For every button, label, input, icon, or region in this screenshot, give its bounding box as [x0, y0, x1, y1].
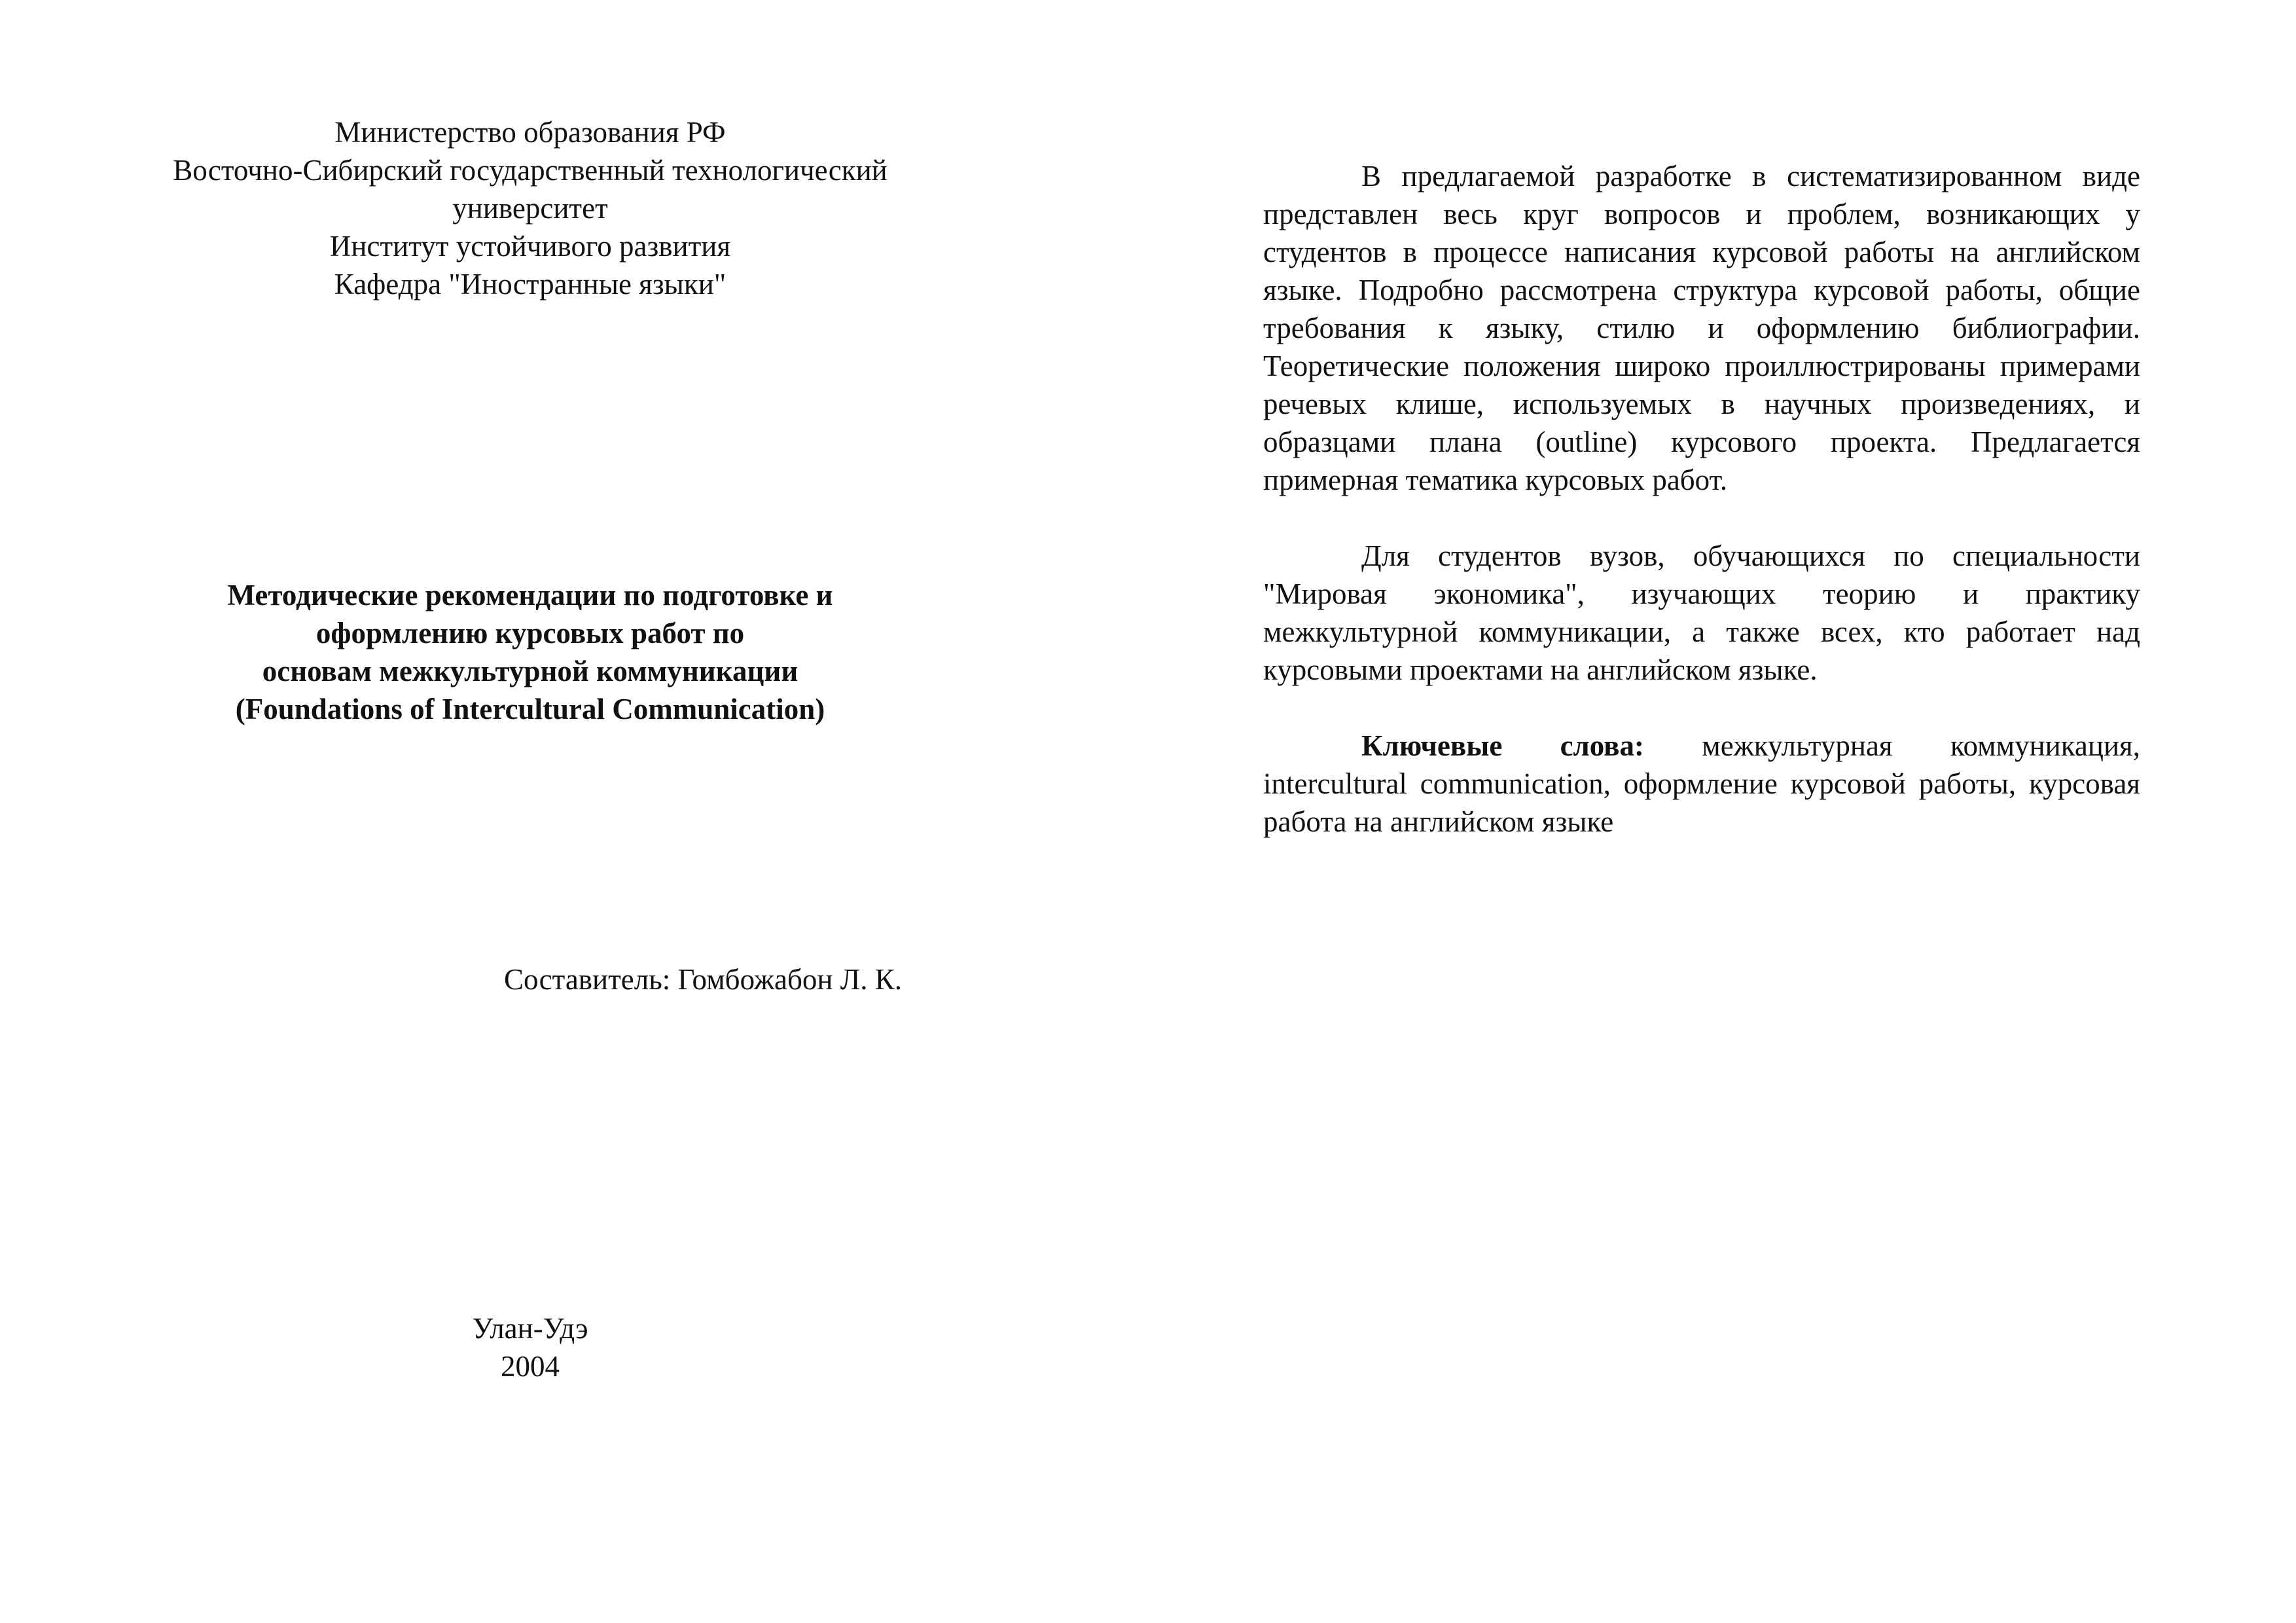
author-credit: Составитель: Гомбожабон Л. К. — [504, 963, 903, 996]
university-name-line-1: Восточно-Сибирский государственный технологический — [173, 154, 888, 187]
keywords-list: межкультурная коммуникация, intercultural communication, оформление курсовой работы, курсовая работа на английском языке — [1263, 729, 2141, 838]
abstract-paragraph-1-text: В предлагаемой разработке в систематизированном виде представлен весь круг вопросов и проблем, возникающих у студентов в процессе написания курсовой работы на английском языке. Подробно рассмотрена структура курсовой работы, общие требования к языку, стилю и оформлению библиографии. Теоретические положения широко проиллюстрированы примерами речевых клише, используемых в научных произведениях, и образцами плана (outline) курсового проекта. Предлагается примерная тематика курсовых работ. — [1263, 160, 2140, 496]
city: Улан-Удэ — [472, 1312, 588, 1345]
ministry-name: Министерство образования РФ — [334, 116, 726, 149]
department-name: Кафедра "Иностранные языки" — [334, 268, 726, 301]
keywords-text-container — [1263, 727, 2140, 841]
document-title — [92, 576, 969, 728]
title-line-1: Методические рекомендации по подготовке и — [227, 579, 833, 611]
title-line-2: оформлению курсовых работ по — [315, 617, 745, 649]
abstract-page — [1148, 0, 2296, 1623]
abstract-paragraph-2 — [1263, 537, 2140, 689]
keywords-paragraph — [1263, 727, 2140, 841]
title-line-3: основам межкультурной коммуникации — [262, 655, 798, 687]
year: 2004 — [501, 1350, 560, 1383]
university-name-line-2: университет — [452, 192, 608, 225]
institution-header — [92, 113, 969, 303]
title-line-4: (Foundations of Intercultural Communication) — [235, 693, 825, 725]
abstract-paragraph-1 — [1263, 157, 2140, 499]
abstract-paragraph-2-text: Для студентов вузов, обучающихся по специальности "Мировая экономика", изучающих теорию и практику межкультурной коммуникации, а также всех, кто работает над курсовыми проектами на английском языке. — [1263, 539, 2140, 686]
publication-place-year — [419, 1309, 641, 1385]
keywords-label: Ключевые слова: — [1361, 729, 1644, 762]
institute-name: Институт устойчивого развития — [329, 230, 731, 263]
